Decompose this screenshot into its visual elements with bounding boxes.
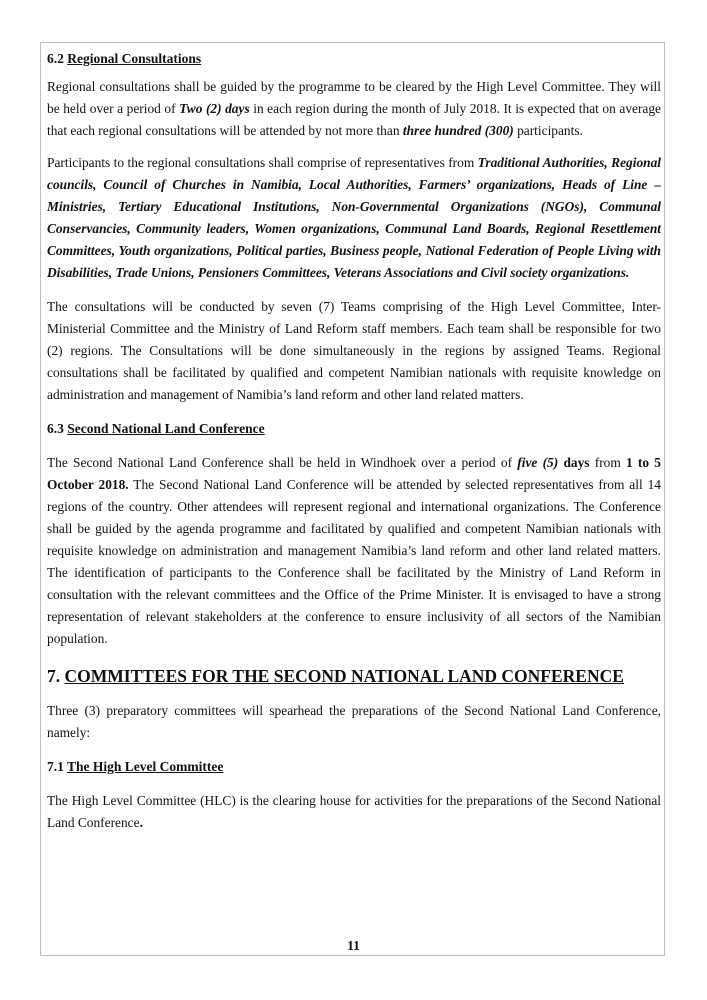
text-run: The Second National Land Conference will be attended by selected representatives from all 14 regions of the country. Other attendees will represent regional and international organizations. The Conference shall be guided by the agenda programme and facilitated by qualified and competent Namibian nationals with requisite knowledge on administration and management Namibia’s land reform and other land related matters. The identification of participants to the Conference shall be facilitated by the Ministry of Land Reform in consultation with the relevant committees and the Office of the Prime Minister. It is envisaged to have a strong representation of relevant stakeholders at the conference to ensure inclusivity of all sectors of the Namibian population. <box>47 477 661 646</box>
paragraph-committees-intro: Three (3) preparatory committees will spearhead the preparations of the Second National Land Conference, namely: <box>47 703 661 740</box>
section-title: The High Level Committee <box>67 759 224 774</box>
section-title: Second National Land Conference <box>67 421 265 436</box>
section-6-3-heading <box>47 420 661 438</box>
paragraph-regional-duration <box>47 76 661 142</box>
section-number: 6.3 <box>47 421 64 436</box>
emphasis-text: Two (2) days <box>179 101 250 116</box>
text-run: The High Level Committee (HLC) is the clearing house for activities for the preparations of the Second National Land Conference <box>47 793 661 830</box>
document-body <box>47 50 661 844</box>
section-title: Regional Consultations <box>67 51 202 66</box>
paragraph-participants <box>47 152 661 284</box>
emphasis-text: Traditional Authorities, Regional councils, Council of Churches in Namibia, Local Authorities, Farmers’ organizations, Heads of Line – Ministries, Tertiary Educational Institutions, Non-Governmental Organizations (NGOs), Communal Conservancies, Community leaders, Women organizations, Communal Land Boards, Regional Resettlement Committees, Youth organizations, Political parties, Business people, National Federation of People Living with Disabilities, Trade Unions, Pensioners Committees, Veterans Associations and Civil society organizations. <box>47 155 661 280</box>
text-run: from <box>589 455 626 470</box>
section-number: 7. <box>47 666 61 686</box>
section-title: COMMITTEES FOR THE SECOND NATIONAL LAND CONFERENCE <box>64 666 624 686</box>
section-number: 7.1 <box>47 759 64 774</box>
section-7-1-heading <box>47 758 661 776</box>
emphasis-text: five (5) <box>517 455 559 470</box>
text-run: The Second National Land Conference shall be held in Windhoek over a period of <box>47 455 518 470</box>
bold-text: days <box>558 455 590 470</box>
bold-text: 1 to 5 October 2018. <box>47 455 662 492</box>
paragraph-hlc <box>47 790 661 834</box>
page-number: 11 <box>347 938 360 953</box>
bold-text: . <box>139 815 143 830</box>
paragraph-conference <box>47 452 661 650</box>
text-run: Participants to the regional consultations shall comprise of representatives from <box>47 155 478 170</box>
section-7-heading <box>47 664 661 688</box>
emphasis-text: three hundred (300) <box>402 123 514 138</box>
paragraph-teams: The consultations will be conducted by seven (7) Teams comprising of the High Level Committee, Inter-Ministerial Committee and the Ministry of Land Reform staff members. Each team shall be responsible for two (2) regions. The Consultations will be done simultaneously in the regions by assigned Teams. Regional consultations shall be facilitated by qualified and competent Namibian nationals with requisite knowledge on administration and management of Namibia’s land reform and other land related matters. <box>47 299 661 402</box>
text-run: participants. <box>513 123 583 138</box>
text-run: Regional consultations shall be guided by the programme to be cleared by the High Level Committee. They will be held over a period of <box>47 79 661 116</box>
section-6-2-heading <box>47 50 661 68</box>
section-number: 6.2 <box>47 51 64 66</box>
text-run: in each region during the month of July 2018. It is expected that on average that each regional consultations will be attended by not more than <box>47 101 661 138</box>
